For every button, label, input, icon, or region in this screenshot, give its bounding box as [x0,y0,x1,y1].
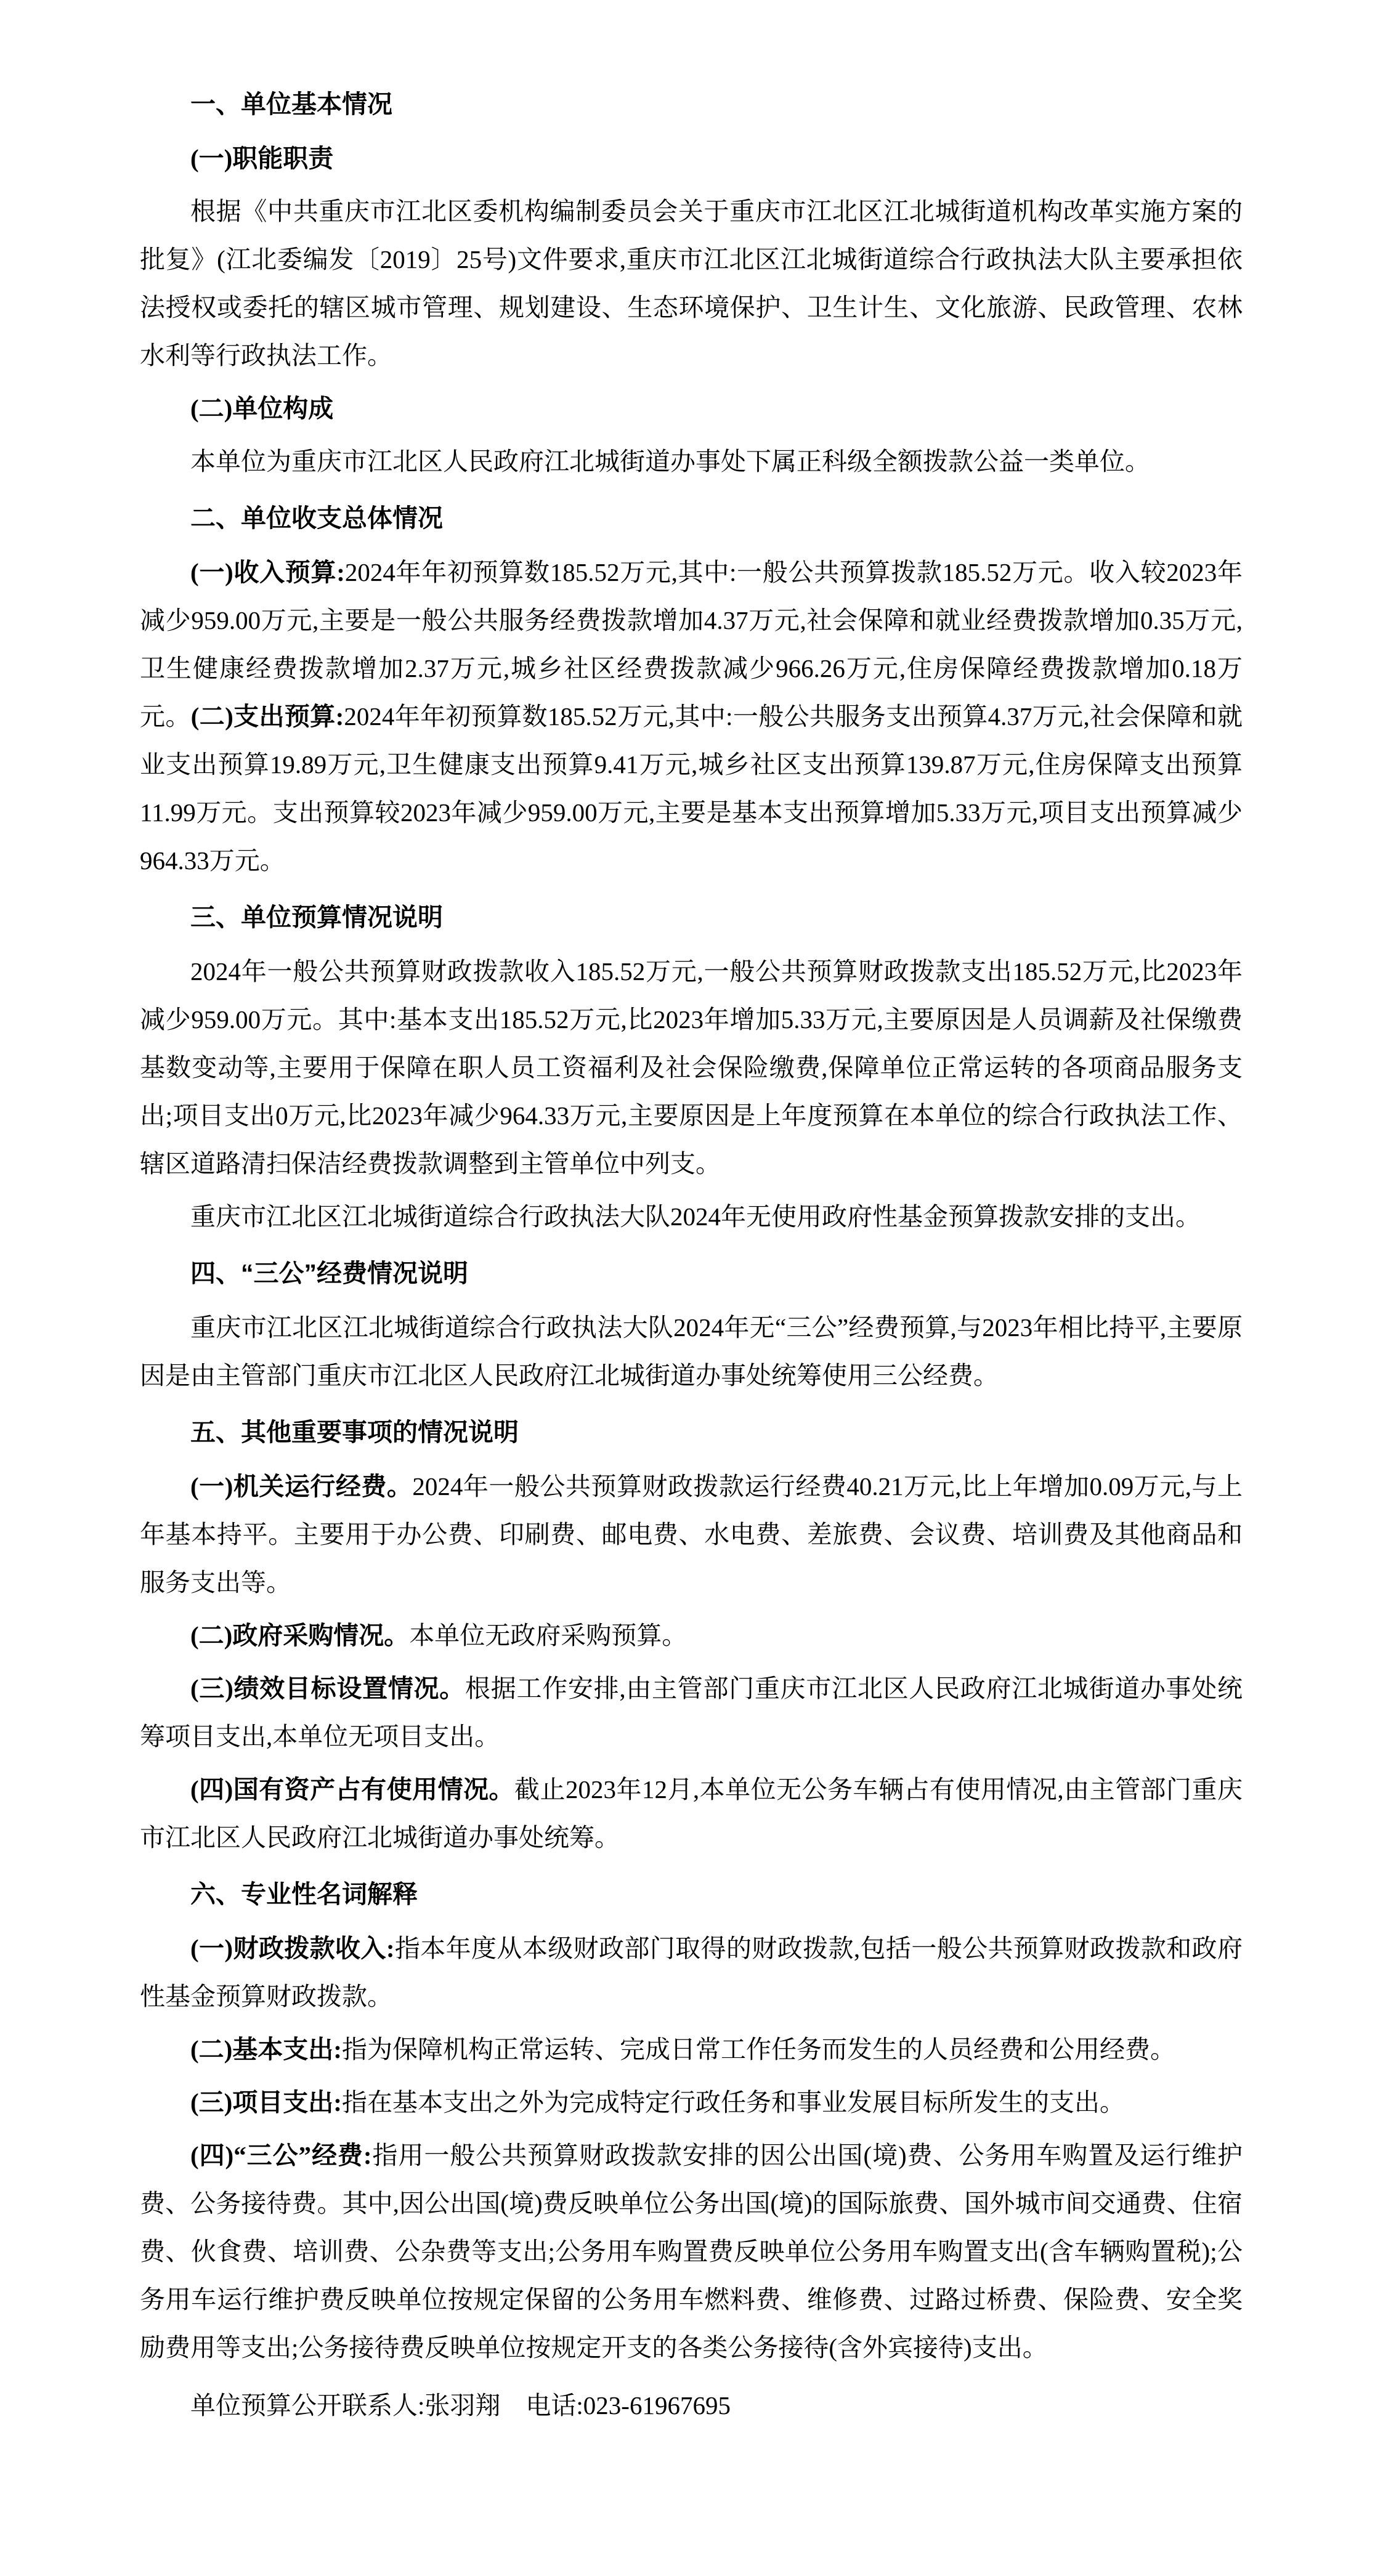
budget-disclosure-document [140,71,1243,2434]
para-text: 重庆市江北区江北城街道综合行政执法大队2024年无“三公”经费预算,与2023年相比持平,主要原因是由主管部门重庆市江北区人民政府江北城街道办事处统筹使用三公经费。 [140,1313,1243,1390]
para-text: 重庆市江北区江北城街道综合行政执法大队2024年无使用政府性基金预算拨款安排的支出。 [190,1202,1201,1231]
contact-phone-label: 电话: [525,2391,583,2420]
para-text: 指用一般公共预算财政拨款安排的因公出国(境)费、公务用车购置及运行维护费、公务接待费。其中,因公出国(境)费反映单位公务出国(境)的国际旅费、国外城市间交通费、住宿费、伙食费、培训费、公杂费等支出;公务用车购置费反映单位公务用车购置支出(含车辆购置税);公务用车运行维护费反映单位按规定保留的公务用车燃料费、维修费、过路过桥费、保险费、安全奖励费用等支出;公务接待费反映单位按规定开支的各类公务接待(含外宾接待)支出。 [140,2141,1243,2362]
para-lead: (二)政府采购情况。 [190,1621,410,1650]
para-composition [140,437,1243,485]
para-lead: (三)项目支出: [190,2088,342,2116]
heading-section-3-budget-notes: 三、单位预算情况说明 [190,903,443,931]
para-term-basic-expenditure [140,2025,1243,2073]
heading-section-4-three-public-funds: 四、“三公”经费情况说明 [190,1259,468,1287]
para-text: 2024年一般公共预算财政拨款运行经费40.21万元,比上年增加0.09万元,与上年基本持平。主要用于办公费、印刷费、邮电费、水电费、差旅费、会议费、培训费及其他商品和服务支出等。 [140,1472,1243,1597]
para-lead: (一)机关运行经费。 [190,1472,413,1501]
para-lead: (一)财政拨款收入: [190,1934,395,1962]
para-text: 2024年年初预算数185.52万元,其中:一般公共预算拨款185.52万元。收入较2023年减少959.00万元,主要是一般公共服务经费拨款增加4.37万元,社会保障和就业经费拨款增加0.35万元,卫生健康经费拨款增加2.37万元,城乡社区经费拨款减少966.26万元,住房保障经费拨款增加0.18万元。 [140,558,1243,731]
para-term-three-public [140,2131,1243,2371]
para-lead: (四)国有资产占有使用情况。 [190,1775,515,1804]
para-performance-goals [140,1664,1243,1760]
heading-section-5-other-items: 五、其他重要事项的情况说明 [190,1418,519,1446]
para-text: 截止2023年12月,本单位无公务车辆占有使用情况,由主管部门重庆市江北区人民政府江北城街道办事处统筹。 [140,1775,1243,1852]
para-lead-revenue: (一)收入预算: [190,558,345,586]
contact-label: 单位预算公开联系人: [190,2391,425,2420]
para-text: 根据《中共重庆市江北区委机构编制委员会关于重庆市江北区江北城街道机构改革实施方案的批复》(江北委编发〔2019〕25号)文件要求,重庆市江北区江北城街道综合行政执法大队主要承担依法授权或委托的辖区城市管理、规划建设、生态环境保护、卫生计生、文化旅游、民政管理、农林水利等行政执法工作。 [140,197,1243,370]
heading-section-2-budget-overview: 二、单位收支总体情况 [190,504,443,532]
para-procurement [140,1611,1243,1659]
para-text: 2024年一般公共预算财政拨款收入185.52万元,一般公共预算财政拨款支出185.52万元,比2023年减少959.00万元。其中:基本支出185.52万元,比2023年增加5.33万元,主要原因是人员调薪及社保缴费基数变动等,主要用于保障在职人员工资福利及社会保险缴费,保障单位正常运转的各项商品服务支出;项目支出0万元,比2023年减少964.33万元,主要原因是上年度预算在本单位的综合行政执法工作、辖区道路清扫保洁经费拨款调整到主管单位中列支。 [140,957,1243,1178]
para-lead: (二)基本支出: [190,2035,342,2064]
para-duties [140,187,1243,379]
para-text: 指本年度从本级财政部门取得的财政拨款,包括一般公共预算财政拨款和政府性基金预算财政拨款。 [140,1934,1243,2011]
para-text: 本单位无政府采购预算。 [409,1621,687,1650]
para-text: 本单位为重庆市江北区人民政府江北城街道办事处下属正科级全额拨款公益一类单位。 [190,447,1150,476]
para-term-fiscal-appropriation [140,1924,1243,2020]
subheading-composition: (二)单位构成 [190,394,334,423]
para-budget-explanation [140,947,1243,1188]
heading-section-6-glossary: 六、专业性名词解释 [190,1880,418,1908]
para-text: 指为保障机构正常运转、完成日常工作任务而发生的人员经费和公用经费。 [341,2035,1175,2064]
para-lead: (三)绩效目标设置情况。 [190,1674,466,1703]
para-gov-fund-statement [140,1193,1243,1241]
para-text: 指在基本支出之外为完成特定行政任务和事业发展目标所发生的支出。 [341,2088,1125,2116]
para-operating-expenses [140,1462,1243,1606]
para-state-assets [140,1765,1243,1861]
para-lead: (四)“三公”经费: [190,2141,372,2169]
para-term-project-expenditure [140,2078,1243,2126]
para-text: 2024年年初预算数185.52万元,其中:一般公共服务支出预算4.37万元,社会保障和就业支出预算19.89万元,卫生健康支出预算9.41万元,城乡社区支出预算139.87万元,住房保障支出预算11.99万元。支出预算较2023年减少959.00万元,主要是基本支出预算增加5.33万元,项目支出预算减少964.33万元。 [140,702,1243,875]
para-text: 根据工作安排,由主管部门重庆市江北区人民政府江北城街道办事处统筹项目支出,本单位无项目支出。 [140,1674,1243,1751]
heading-section-1-basic-info: 一、单位基本情况 [190,90,392,118]
contact-name: 张羽翔 [424,2391,501,2420]
contact-phone-number: 023-61967695 [583,2391,731,2420]
para-three-public-funds [140,1303,1243,1399]
contact-line [140,2381,1243,2429]
para-revenue-expenditure-budget [140,548,1243,885]
para-lead-expenditure: (二)支出预算: [190,702,344,731]
subheading-duties: (一)职能职责 [190,144,334,172]
